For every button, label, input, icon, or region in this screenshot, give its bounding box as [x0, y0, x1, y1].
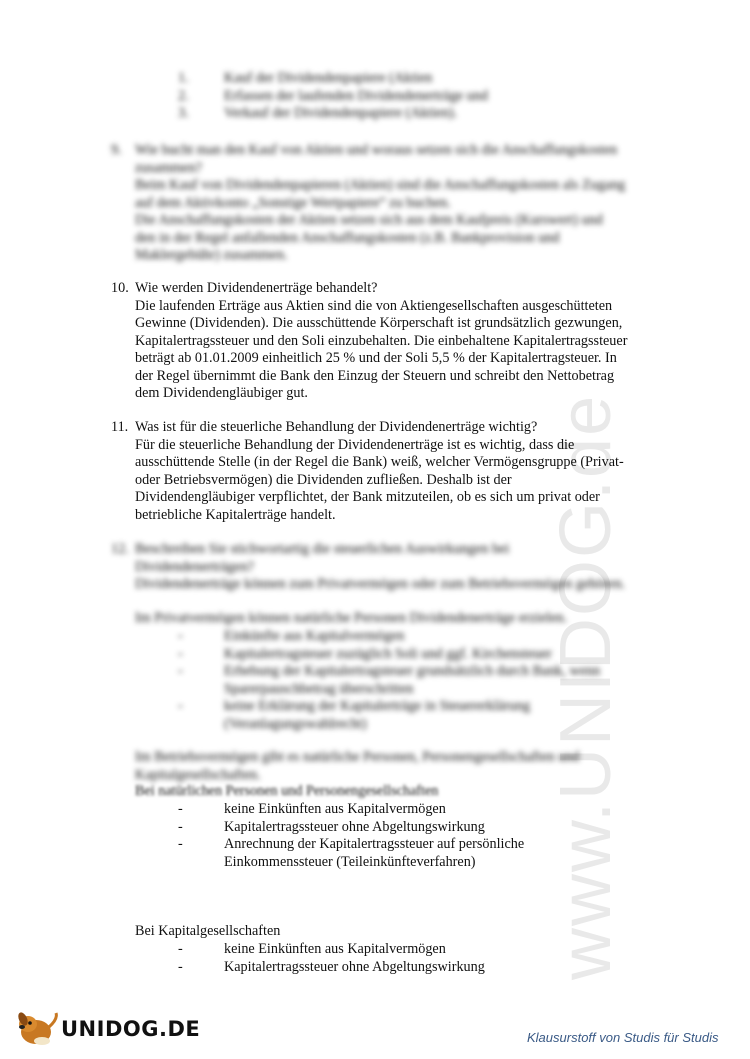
unidog-logo[interactable]	[14, 1005, 201, 1049]
list-item: 3. Verkauf der Dividendenpapiere (Aktien).	[178, 105, 458, 121]
text-line: der Regel übernimmt die Bank den Einzug der Steuern und schreibt den Nettobetrag	[135, 367, 615, 384]
list-item-continuation: Sparerpauschbetrag überschritten	[224, 680, 414, 697]
list-item: 1. Kauf der Dividendenpapiere (Aktien	[178, 70, 433, 86]
top-list	[178, 70, 598, 123]
text-line: Dividendenerträge können zum Privatvermögen oder zum Betriebsvermögen gehören.	[135, 576, 626, 592]
text-line: beträgt ab 01.01.2009 einheitlich 25 % und der Soli 5,5 % der Kapitalertragsteuer. In	[135, 350, 617, 366]
text-line: Kapitalgesellschaften.	[135, 766, 261, 783]
text-line: Dividendengläubiger verpflichtet, der Bank mitzuteilen, ob es sich um privat oder	[135, 489, 600, 505]
text-line: Dividendenerträgen?	[135, 558, 254, 575]
text-line: auf dem Aktivkonto „Sonstige Wertpapiere“ zu buchen.	[135, 194, 451, 211]
text-line: oder Betriebsvermögen) die Dividenden zufließen. Deshalb ist der	[135, 471, 512, 488]
text-line: dem Dividendengläubiger gut.	[135, 385, 308, 401]
question-body	[135, 142, 671, 265]
corporations-heading: Bei Kapitalgesellschaften	[135, 923, 281, 939]
text-line: Wie bucht man den Kauf von Aktien und woraus setzen sich die Anschaffungskosten	[135, 142, 618, 158]
question-title: Was ist für die steuerliche Behandlung der Dividendenerträge wichtig?	[135, 419, 538, 435]
natural-persons-heading: Bei natürlichen Personen und Personengesellschaften	[135, 783, 439, 799]
list-item-continuation: Einkommenssteuer (Teileinkünfteverfahren)	[224, 853, 476, 870]
text-line: Die laufenden Erträge aus Aktien sind die von Aktiengesellschaften ausgeschütteten	[135, 297, 613, 314]
natural-persons-bullet-list	[178, 801, 638, 871]
logo-text: UNIDOG.DE	[61, 1017, 201, 1041]
text-line: Die Anschaffungskosten der Aktien setzen sich aus dem Kaufpreis (Kurswert) und	[135, 212, 603, 228]
question-body	[135, 541, 671, 594]
question-body	[135, 419, 671, 524]
dog-mascot-icon	[14, 1005, 62, 1049]
list-item: - Kapitalertragsteuer zuzüglich Soli und ggf. Kirchensteuer	[178, 645, 552, 662]
list-item: - Einkünfte aus Kapitalvermögen	[178, 628, 405, 644]
question-title: Beschreiben Sie stichwortartig die steuerlichen Auswirkungen bei	[135, 541, 510, 557]
text-line: Im Betriebsvermögen gibt es natürliche Personen, Personengesellschaften und	[135, 749, 580, 765]
question-body	[135, 280, 671, 403]
question-number: 9.	[111, 142, 122, 158]
list-item: - keine Erklärung der Kapitalerträge in Steuererklärung	[178, 698, 531, 714]
list-item-continuation: (Veranlagungswahlrecht)	[224, 715, 367, 732]
list-item: - Kapitalertragssteuer ohne Abgeltungswirkung	[178, 818, 485, 835]
text-line: Maklergebühr) zusammen.	[135, 247, 288, 263]
corporations-bullet-list	[178, 941, 638, 976]
text-line: den in der Regel anfallenden Anschaffungskosten (z.B. Bankprovision und	[135, 229, 560, 246]
watermark: www.UNIDOG.de	[546, 393, 626, 980]
list-item: 2. Erfassen der laufenden Dividendenerträge und	[178, 87, 488, 104]
text-line: Kapitalertragssteuer und den Soli einzubehalten. Die einbehaltene Kapitalertragssteuer	[135, 332, 628, 349]
list-item: - keine Einkünften aus Kapitalvermögen	[178, 941, 446, 957]
private-bullet-list	[178, 628, 638, 733]
text-line: Beim Kauf von Dividendenpapieren (Aktien) sind die Anschaffungskosten als Zugang	[135, 177, 626, 193]
footer-tagline: Klausurstoff von Studis für Studis	[527, 1030, 719, 1045]
list-item: - keine Einkünften aus Kapitalvermögen	[178, 801, 446, 817]
text-line: betriebliche Kapitalerträge handelt.	[135, 506, 336, 523]
text-line: Gewinne (Dividenden). Die ausschüttende Körperschaft ist grundsätzlich gezwungen,	[135, 315, 623, 331]
question-number: 12.	[111, 541, 129, 557]
question-title: Wie werden Dividendenerträge behandelt?	[135, 280, 378, 296]
list-item: - Anrechnung der Kapitalertragssteuer auf persönliche	[178, 836, 525, 852]
business-intro	[135, 749, 579, 784]
question-number: 10.	[111, 280, 129, 296]
private-intro: Im Privatvermögen können natürliche Personen Dividendenerträge erzielen.	[135, 610, 568, 626]
text-line: zusammen?	[135, 159, 202, 176]
list-item: - Erhebung der Kapitalertragsteuer grundsätzlich durch Bank, wenn	[178, 663, 601, 679]
question-number: 11.	[111, 419, 129, 435]
text-line: Für die steuerliche Behandlung der Dividendenerträge ist es wichtig, dass die	[135, 436, 575, 453]
list-item: - Kapitalertragssteuer ohne Abgeltungswirkung	[178, 958, 485, 975]
text-line: ausschüttende Stelle (in der Regel die Bank) weiß, welcher Vermögensgruppe (Privat-	[135, 454, 624, 470]
